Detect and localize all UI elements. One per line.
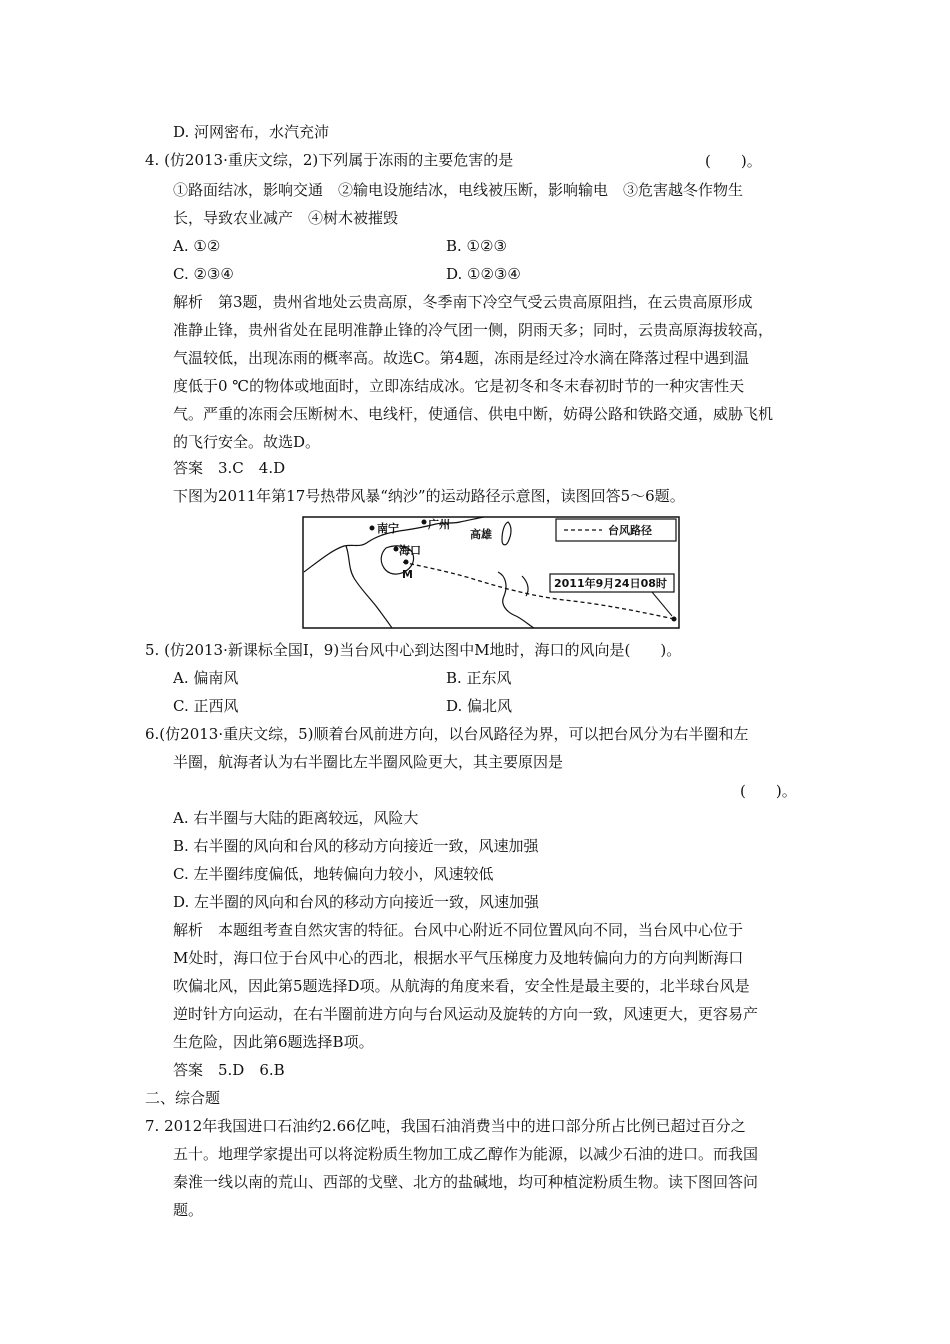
date-label: 2011年9月24日08时 xyxy=(554,577,667,590)
legend-label: 台风路径 xyxy=(608,524,652,537)
analysis2-line: 逆时针方向运动，在右半圈前进方向与台风运动及旋转的方向一致，风速更大，更容易产 xyxy=(173,1005,759,1023)
guangzhou-dot xyxy=(422,520,427,525)
q3-option-d: D. 河网密布，水汽充沛 xyxy=(173,123,330,141)
analysis1-line: 准静止锋，贵州省处在昆明准静止锋的冷气团一侧，阴雨天多；同时，云贵高原海拔较高， xyxy=(173,321,774,339)
analysis1-line: 解析 第3题，贵州省地处云贵高原，冬季南下冷空气受云贵高原阻挡，在云贵高原形成 xyxy=(173,293,753,311)
q5-option-c: C. 正西风 xyxy=(173,697,239,715)
section2-heading: 二、综合题 xyxy=(145,1089,221,1107)
q4-option-b: B. ①②③ xyxy=(446,237,507,255)
q6-answer-paren: ( )。 xyxy=(740,782,797,800)
q5-option-a: A. 偏南风 xyxy=(173,669,239,687)
start-point-dot xyxy=(672,617,677,622)
q6-option-a: A. 右半圈与大陆的距离较远，风险大 xyxy=(173,809,419,827)
q6-stem-line2: 半圈，航海者认为右半圈比左半圈风险更大，其主要原因是 xyxy=(173,753,564,771)
q7-line: 7. 2012年我国进口石油约2.66亿吨，我国石油消费当中的进口部分所占比例已超过百分之 xyxy=(145,1117,746,1135)
q4-items-line1: ①路面结冰，影响交通 ②输电设施结冰，电线被压断，影响输电 ③危害越冬作物生 xyxy=(173,181,744,199)
analysis1-line: 的飞行安全。故选D。 xyxy=(173,433,321,451)
nanning-dot xyxy=(370,526,375,531)
map-svg xyxy=(302,516,680,629)
figure-intro: 下图为2011年第17号热带风暴“纳沙”的运动路径示意图，读图回答5～6题。 xyxy=(173,487,685,505)
analysis2-line: M处时，海口位于台风中心的西北，根据水平气压梯度力及地转偏向力的方向判断海口 xyxy=(173,949,744,967)
analysis2-answer: 答案 5.D 6.B xyxy=(173,1061,285,1079)
q6-option-c: C. 左半圈纬度偏低，地转偏向力较小，风速较低 xyxy=(173,865,494,883)
analysis2-line: 解析 本题组考查自然灾害的特征。台风中心附近不同位置风向不同，当台风中心位于 xyxy=(173,921,744,939)
gaoxiong-label: 高雄 xyxy=(470,528,492,541)
analysis2-line: 生危险，因此第6题选择B项。 xyxy=(173,1033,374,1051)
q4-option-a: A. ①② xyxy=(173,237,221,255)
q4-option-d: D. ①②③④ xyxy=(446,265,521,283)
typhoon-path-map xyxy=(302,516,680,629)
analysis1-line: 度低于0 ℃的物体或地面时，立即冻结成冰。它是初冬和冬末春初时节的一种灾害性天 xyxy=(173,377,745,395)
q4-stem: 4. (仿2013·重庆文综，2)下列属于冻雨的主要危害的是 xyxy=(145,151,514,169)
m-point-dot xyxy=(404,560,409,565)
q5-option-d: D. 偏北风 xyxy=(446,697,513,715)
guangzhou-label: 广州 xyxy=(428,518,450,531)
q7-line: 五十。地理学家提出可以将淀粉质生物加工成乙醇作为能源，以减少石油的进口。而我国 xyxy=(173,1145,759,1163)
analysis1-line: 气温较低，出现冻雨的概率高。故选C。第4题，冻雨是经过冷水滴在降落过程中遇到温 xyxy=(173,349,750,367)
q5-stem: 5. (仿2013·新课标全国Ⅰ，9)当台风中心到达图中M地时，海口的风向是( )。 xyxy=(145,641,682,659)
q4-answer-paren: ( )。 xyxy=(705,152,762,170)
q6-option-b: B. 右半圈的风向和台风的移动方向接近一致，风速加强 xyxy=(173,837,539,855)
q6-stem-line1: 6.(仿2013·重庆文综，5)顺着台风前进方向，以台风路径为界，可以把台风分为右半圈和左 xyxy=(145,725,749,743)
q4-option-c: C. ②③④ xyxy=(173,265,234,283)
haikou-dot xyxy=(394,547,399,552)
q7-line: 秦淮一线以南的荒山、西部的戈壁、北方的盐碱地，均可种植淀粉质生物。读下图回答问 xyxy=(173,1173,759,1191)
nanning-label: 南宁 xyxy=(377,522,399,535)
q7-line: 题。 xyxy=(173,1201,204,1219)
haikou-label: 海口 xyxy=(399,544,421,557)
analysis1-line: 气。严重的冻雨会压断树木、电线杆，使通信、供电中断，妨碍公路和铁路交通，威胁飞机 xyxy=(173,405,774,423)
q4-items-line2: 长，导致农业减产 ④树木被摧毁 xyxy=(173,209,399,227)
m-point-label: M xyxy=(402,568,413,581)
q6-option-d: D. 左半圈的风向和台风的移动方向接近一致，风速加强 xyxy=(173,893,540,911)
analysis2-line: 吹偏北风，因此第5题选择D项。从航海的角度来看，安全性是最主要的，北半球台风是 xyxy=(173,977,750,995)
q5-option-b: B. 正东风 xyxy=(446,669,512,687)
analysis1-answer: 答案 3.C 4.D xyxy=(173,459,286,477)
